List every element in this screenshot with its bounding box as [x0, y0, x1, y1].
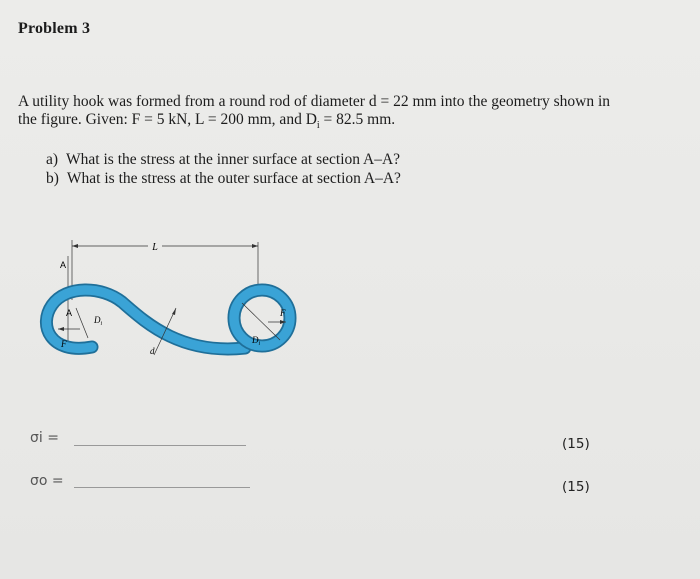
- question-marker: b): [46, 170, 59, 187]
- F-left-label: F: [61, 339, 67, 349]
- answer-row-inner: [30, 430, 70, 446]
- answer-row-outer: [30, 473, 70, 489]
- dim-L-label: L: [152, 242, 158, 253]
- question-text: What is the stress at the outer surface at section A–A?: [66, 170, 401, 187]
- statement-line-2: the figure. Given: F = 5 kN, L = 200 mm, and $D_i = 82.5$ mm.: [18, 111, 396, 132]
- problem-statement: [18, 93, 683, 135]
- Di-right-label: $D_i$: [252, 335, 261, 347]
- question-marker: a): [46, 151, 59, 168]
- section-A-inner-label: A: [66, 308, 73, 318]
- sigma-o-answer-field[interactable]: [74, 487, 250, 488]
- points-outer: (15): [562, 479, 590, 495]
- Di-left-label: $D_i$: [94, 315, 103, 327]
- question-item: [46, 150, 401, 169]
- statement-subscript: i: [316, 120, 320, 132]
- statement-line-1: A utility hook was formed from a round rod of diameter d = 22 mm into the geometry shown in: [18, 93, 611, 110]
- hook-figure: [30, 230, 310, 380]
- question-item: [46, 169, 401, 188]
- F-right-label: F: [280, 308, 286, 318]
- points-inner: (15): [562, 436, 590, 452]
- sigma-i-label: σi =: [30, 430, 59, 446]
- d-label: d: [150, 346, 155, 356]
- question-text: What is the stress at the inner surface at section A–A?: [66, 151, 401, 168]
- problem-title: Problem 3: [18, 20, 91, 37]
- question-list: [46, 150, 401, 188]
- sigma-o-label: σo =: [30, 473, 64, 489]
- sigma-i-answer-field[interactable]: [74, 445, 246, 446]
- section-A-top-label: A: [60, 260, 67, 270]
